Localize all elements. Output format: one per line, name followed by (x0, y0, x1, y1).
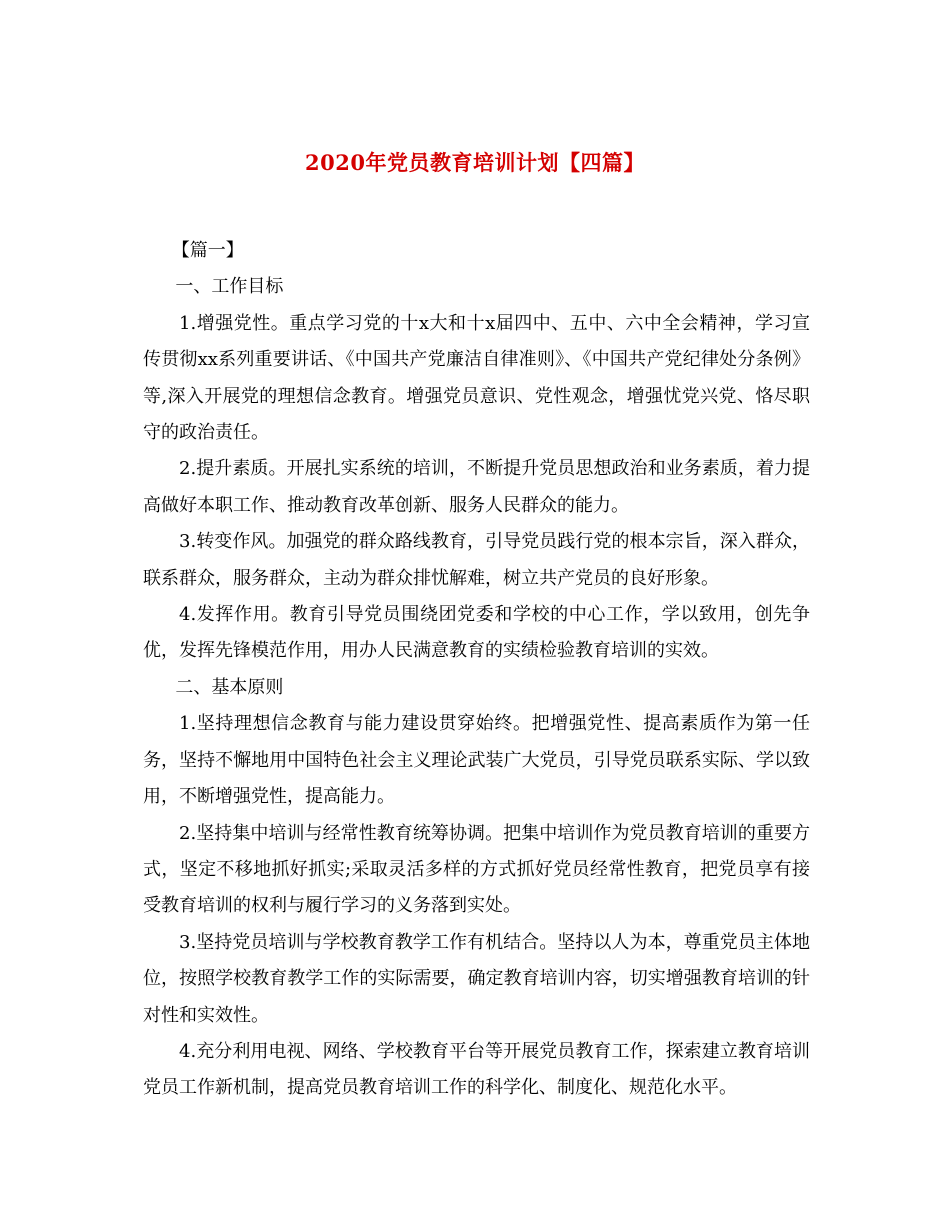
document-title: 2020年党员教育培训计划【四篇】 (305, 150, 645, 175)
paragraph: 3.坚持党员培训与学校教育教学工作有机结合。坚持以人为本，尊重党员主体地位，按照学校教育教学工作的实际需要，确定教育培训内容，切实增强教育培训的针对性和实效性。 (143, 931, 810, 1026)
paragraph: 1.增强党性。重点学习党的十x大和十x届四中、五中、六中全会精神，学习宣传贯彻xx系列重要讲话、《中国共产党廉洁自律准则》、《中国共产党纪律处分条例》等,深入开展党的理想信念教育。增强党员意识、党性观念，增强忧党兴党、恪尽职守的政治责任。 (143, 312, 810, 444)
paragraph: 3.转变作风。加强党的群众路线教育，引导党员践行党的根本宗旨，深入群众，联系群众，服务群众，主动为群众排忧解难，树立共产党员的良好形象。 (143, 531, 810, 589)
section-tag: 【篇一】 (171, 240, 244, 261)
paragraph: 2.坚持集中培训与经常性教育统筹协调。把集中培训作为党员教育培训的重要方式，坚定不移地抓好抓实;采取灵活多样的方式抓好党员经常性教育，把党员享有接受教育培训的权利与履行学习的义务落到实处。 (143, 822, 810, 917)
paragraph: 2.提升素质。开展扎实系统的培训，不断提升党员思想政治和业务素质，着力提高做好本职工作、推动教育改革创新、服务人民群众的能力。 (143, 458, 810, 516)
section-heading-goals: 一、工作目标 (175, 276, 284, 298)
section-heading-principles: 二、基本原则 (175, 676, 284, 698)
document-body (143, 233, 810, 1107)
paragraph: 1.坚持理想信念教育与能力建设贯穿始终。把增强党性、提高素质作为第一任务，坚持不懈地用中国特色社会主义理论武装广大党员，引导党员联系实际、学以致用，不断增强党性，提高能力。 (143, 713, 810, 808)
paragraph: 4.充分利用电视、网络、学校教育平台等开展党员教育工作，探索建立教育培训党员工作新机制，提高党员教育培训工作的科学化、制度化、规范化水平。 (143, 1040, 810, 1099)
paragraph: 4.发挥作用。教育引导党员围绕团党委和学校的中心工作，学以致用，创先争优，发挥先锋模范作用，用办人民满意教育的实绩检验教育培训的实效。 (143, 604, 810, 662)
